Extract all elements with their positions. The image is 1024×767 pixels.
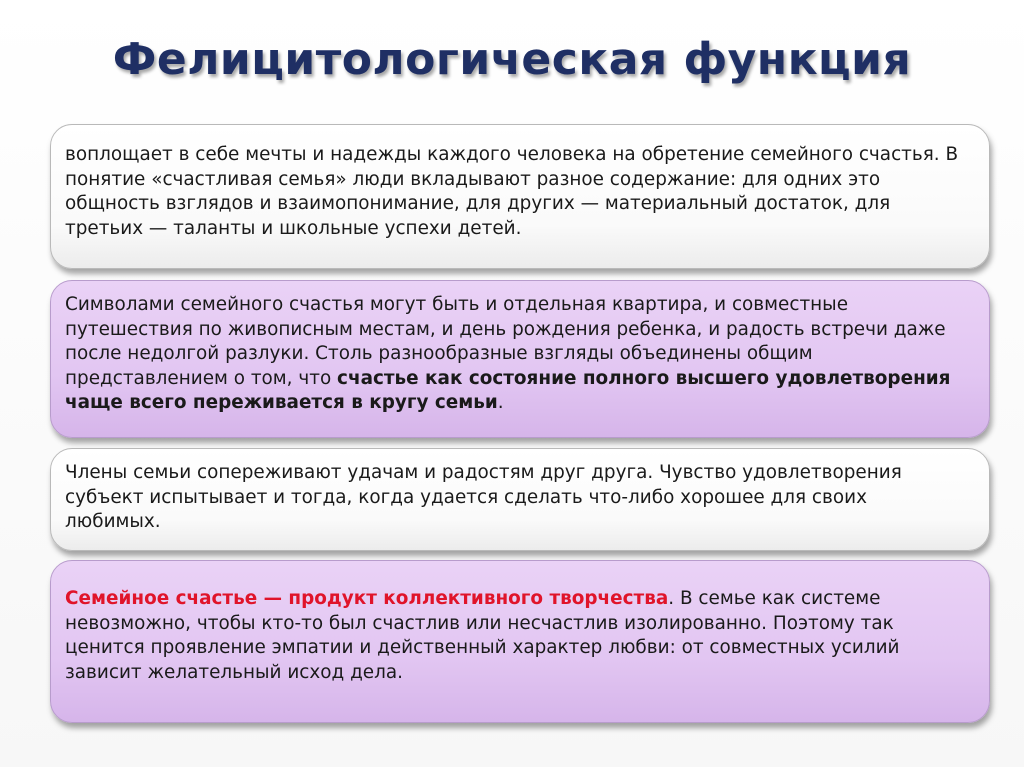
text-block-3 <box>50 448 990 551</box>
text-block-4-paragraph <box>65 587 965 685</box>
text-block-3-paragraph <box>65 461 965 535</box>
text-block-2-bold: счастье как состояние полного высшего удовлетворения чаще всего переживается в кругу семьи <box>65 367 951 414</box>
text-block-4 <box>50 560 990 723</box>
text-block-4-red: Семейное счастье — продукт коллективного творчества <box>65 588 669 609</box>
text-block-2 <box>50 280 990 438</box>
text-block-3-text: Члены семьи сопереживают удачам и радостям друг друга. Чувство удовлетворения субъект испытывает и тогда, когда удается сделать что-либо хорошее для своих любимых. <box>65 462 902 533</box>
text-block-1-text: воплощает в себе мечты и надежды каждого человека на обретение семейного счастья. В понятие «счастливая семья» люди вкладывают разное содержание: для одних это общность взглядов и взаимопонимание, для других — материальный достаток, для третьих — таланты и школьные успехи детей. <box>65 144 959 239</box>
text-block-4-text: . В семье как системе невозможно, чтобы кто-то был счастлив или несчастлив изолированно. Поэтому так ценится проявление эмпатии и действенный характер любви: от совместных усилий зависит желательный исход дела. <box>65 588 900 683</box>
text-block-2-end: . <box>497 392 504 414</box>
text-block-1 <box>50 124 990 269</box>
text-block-2-text: Символами семейного счастья могут быть и отдельная квартира, и совместные путешествия по живописным местам, и день рождения ребенка, и радость встречи даже после недолгой разлуки. Столь разнообразные взгляды объединены общим представлением о том, что <box>65 294 946 389</box>
text-block-1-paragraph <box>65 143 965 241</box>
text-block-2-paragraph <box>65 293 965 416</box>
page-title: Фелицитологическая функция <box>112 34 912 85</box>
